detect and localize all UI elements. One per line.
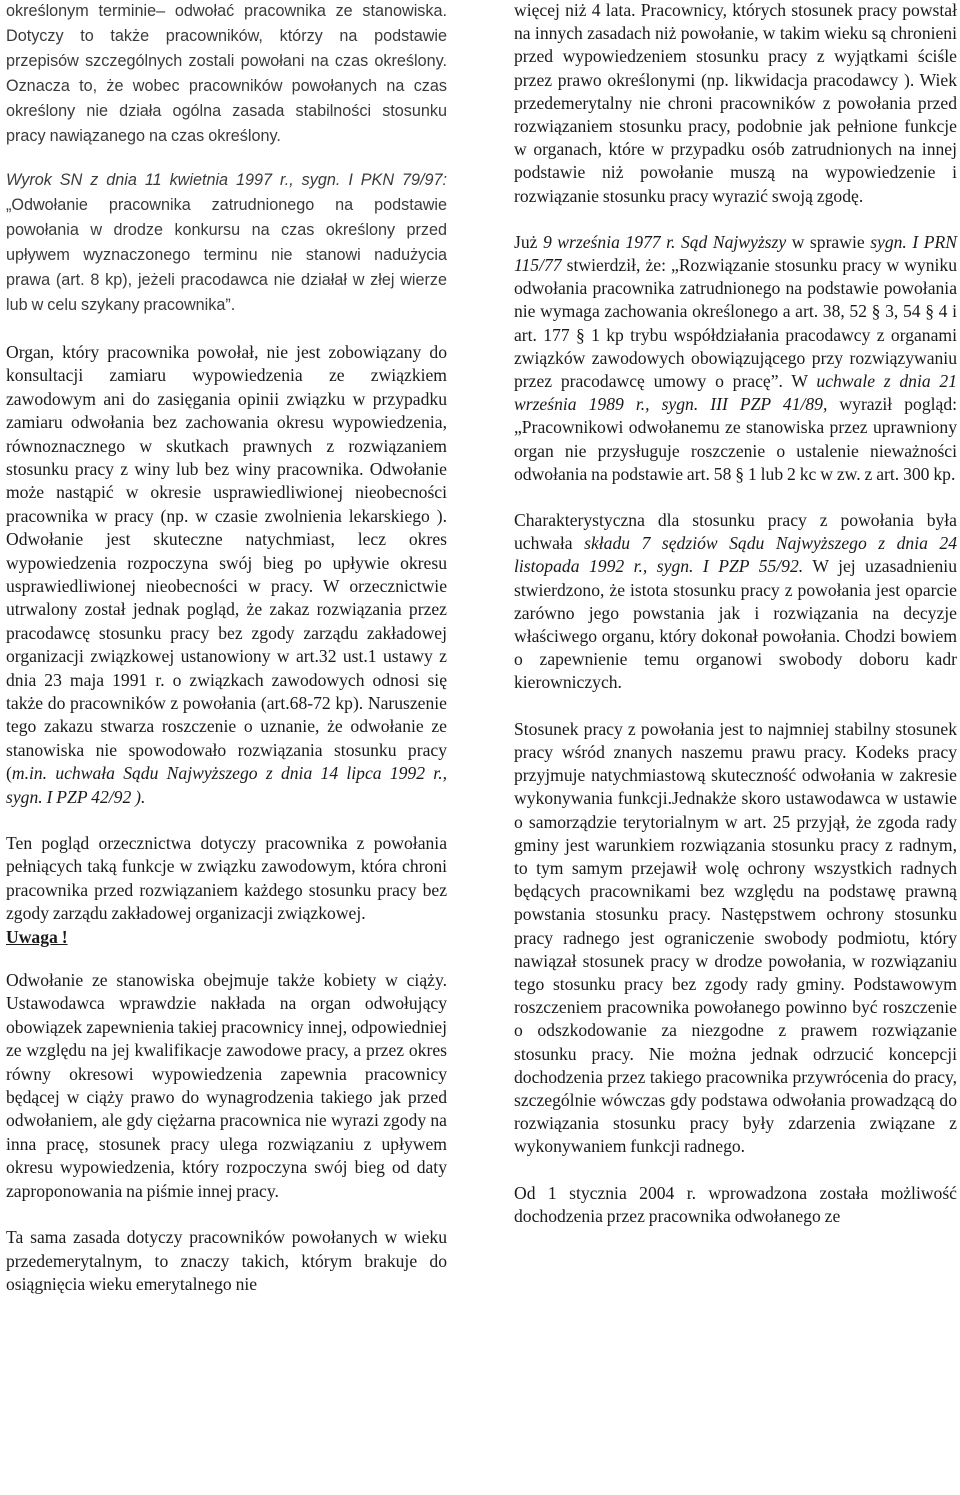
paragraph-resolution-1992: Charakterystyczna dla stosunku pracy z powołania była uchwała składu 7 sędziów Sądu Najwyższego z dnia 24 listopada 1992 r., sygn. I PZP 55/92. W jej uzasadnieniu stwierdzono, że istota stosunku pracy z powołania jest oparcie zarówno jego powstania jak i rozwiązania na decyzje właściwego organu, który dokonał powołania. Chodzi bowiem o zapewnienie temu organowi swobody doboru kadr kierowniczych. xyxy=(514,510,958,693)
resolution-citation-1992: m.in. uchwała Sądu Najwyższego z dnia 14 lipca 1992 r., sygn. I PZP 42/92 ). xyxy=(6,763,447,807)
paragraph-least-stable: Stosunek pracy z powołania jest to najmniej stabilny stosunek pracy wśród znanych naszemu prawu pracy. Kodeks pracy przyjmuje natychmiastową skuteczność odwołania w zakresie wykonywania funkcji.Jednakże skoro ustawodawca w ustawie o samorządzie terytorialnym w art. 25 przyjął, że zgoda rady gminy jest warunkiem rozwiązania stosunku pracy z radnym, to tym samym przejawił wolę ochrony wszystkich radnych będących pracownikami bez względu na podstawę prawną powstania stosunku pracy. Następstwem ochrony stosunku pracy radnego jest ograniczenie swobody podmiotu, który nawiązał stosunek pracy w drodze powołania, w rozwiązaniu tego stosunku pracy bez zgody rady gminy. Podstawowym roszczeniem pracownika powołanego powinno być roszczenie o odszkodowanie za niezgodne z prawem rozwiązanie stosunku pracy. Nie można jednak odrzucić koncepcji dochodzenia przez takiego pracownika przywrócenia do pracy, szczególnie wówczas gdy podstawa odwołania prowadzącą do rozwiązania stosunku pracy były zdarzenia związane z wykonywaniem funkcji radnego. xyxy=(514,718,957,1157)
left-column xyxy=(6,0,447,1296)
paragraph-pre-retirement: Ta sama zasada dotyczy pracowników powołanych w wieku przedemerytalnym, to znaczy takich, którym brakuje do osiągnięcia wieku emerytalnego nie xyxy=(6,1227,447,1294)
judgment-citation: Wyrok SN z dnia 11 kwietnia 1997 r., sygn. I PKN 79/97: xyxy=(6,171,447,190)
paragraph-supreme-court-1977: Już 9 września 1977 r. Sąd Najwyższy w sprawie sygn. I PRN 115/77 stwierdził, że: „Rozwiązanie stosunku pracy w wyniku odwołania pracownika zatrudnionego na podstawie powołania nie wymaga zachowania określonego a art. 38, 52 § 3, 54 § 4 i art. 177 § 1 kp trybu współdziałania pracodawcy z organami związków zawodowych obowiązującego przy rozwiązywaniu przez pracodawcę umowy o pracę”. W uchwale z dnia 21 września 1989 r., sygn. III PZP 41/89, wyraził pogląd: „Pracownikowi odwołanemu ze stanowiska przez uprawniony organ nie przysługuje roszczenie o ustalenie nieważności odwołania na podstawie art. 58 § 1 lub 2 kc w zw. z art. 300 kp. xyxy=(514,231,958,484)
paragraph-judgment-1997 xyxy=(6,168,447,317)
judgment-quote: „Odwołanie pracownika zatrudnionego na podstawie powołania w drodze konkursu na czas określony przed upływem wyznaczonego terminu nie stanowi nadużycia prawa (art. 8 kp), jeżeli pracodawca nie działał w złej wierze lub w celu szykany pracownika”. xyxy=(6,196,447,314)
paragraph-jurisprudence-view: Ten pogląd orzecznictwa dotyczy pracownika z powołania pełniących taką funkcje w związku zawodowym, która chroni pracownika przed rozwiązaniem każdego stosunku pracy bez zgody zarządu zakładowej organizacji związkowej. xyxy=(6,833,447,924)
warning-heading: Uwaga ! xyxy=(6,926,68,947)
paragraph-union-consultation: Organ, który pracownika powołał, nie jest zobowiązany do konsultacji zamiaru wypowiedzenia ze związkiem zawodowym ani do zasięgania opinii związku w przypadku zamiaru odwołania bez zachowania okresu wypowiedzenia, równoznacznego w skutkach prawnych z rozwiązaniem stosunku pracy z winy lub bez winy pracownika. Odwołanie może nastąpić w okresie usprawiedliwionej nieobecności pracownika w pracy (np. w czasie zwolnienia lekarskiego ). Odwołanie jest skuteczne natychmiast, lecz okres wypowiedzenia rozpoczyna swój bieg po upływie okresu usprawiedliwionej nieobecności w pracy. W orzecznictwie utrwalony został jednak pogląd, że zakaz rozwiązania przez pracodawcę stosunku pracy bez zgody zarządu zakładowej organizacji związkowej ustanowiony w art.32 ust.1 ustawy z dnia 23 maja 1991 r. o związkach zawodowych odnosi się także do pracowników z powołania (art.68-72 kp). Naruszenie tego zakazu stwarza roszczenie o uznanie, że odwołanie ze stanowiska nie spowodowało rozwiązania stosunku pracy (m.in. uchwała Sądu Najwyższego z dnia 14 lipca 1992 r., sygn. I PZP 42/92 ). xyxy=(6,341,447,807)
paragraph-2004: Od 1 stycznia 2004 r. wprowadzona została możliwość dochodzenia przez pracownika odwołanego ze xyxy=(514,1182,957,1226)
paragraph-term-appointment: określonym terminie– odwołać pracownika ze stanowiska. Dotyczy to także pracowników, którzy na podstawie przepisów szczególnych zostali powołani na czas określony. Oznacza to, że wobec pracowników powołanych na czas określony nie działa ogólna zasada stabilności stosunku pracy nawiązanego na czas określony. xyxy=(6,2,447,145)
paragraph-pregnant-women: Odwołanie ze stanowiska obejmuje także kobiety w ciąży. Ustawodawca wprawdzie nakłada na organ odwołujący obowiązek zapewnienia takiej pracownicy innej, odpowiedniej ze względu na jej kwalifikacje zawodowe pracy, a przez okres równy okresowi wypowiedzenia zapewnia pracownicy będącej w ciąży prawo do wynagrodzenia takiego jak przed odwołaniem, ale gdy ciężarna pracownica nie wyrazi zgody na inna pracę, stosunek pracy ulega rozwiązaniu z upływem okresu wypowiedzenia, który rozpoczyna swój bieg od daty zaproponowania na piśmie innej pracy. xyxy=(6,970,447,1201)
paragraph-protection-age: więcej niż 4 lata. Pracownicy, których stosunek pracy powstał na innych zasadach niż powołanie, w takim wieku są chronieni przed wypowiedzeniem stosunku pracy z wyjątkami ściśle przez prawo określonymi (np. likwidacja pracodawcy ). Wiek przedemerytalny nie chroni pracowników z powołania przed rozwiązaniem stosunku pracy, podobnie jak pełnione funkcje w organach, które w przypadku osób zatrudnionych na innej podstawie niż powołanie muszą na wypowiedzenie i rozwiązanie stosunku pracy wyrazić swoją zgodę. xyxy=(514,0,957,206)
right-column xyxy=(514,0,957,1228)
